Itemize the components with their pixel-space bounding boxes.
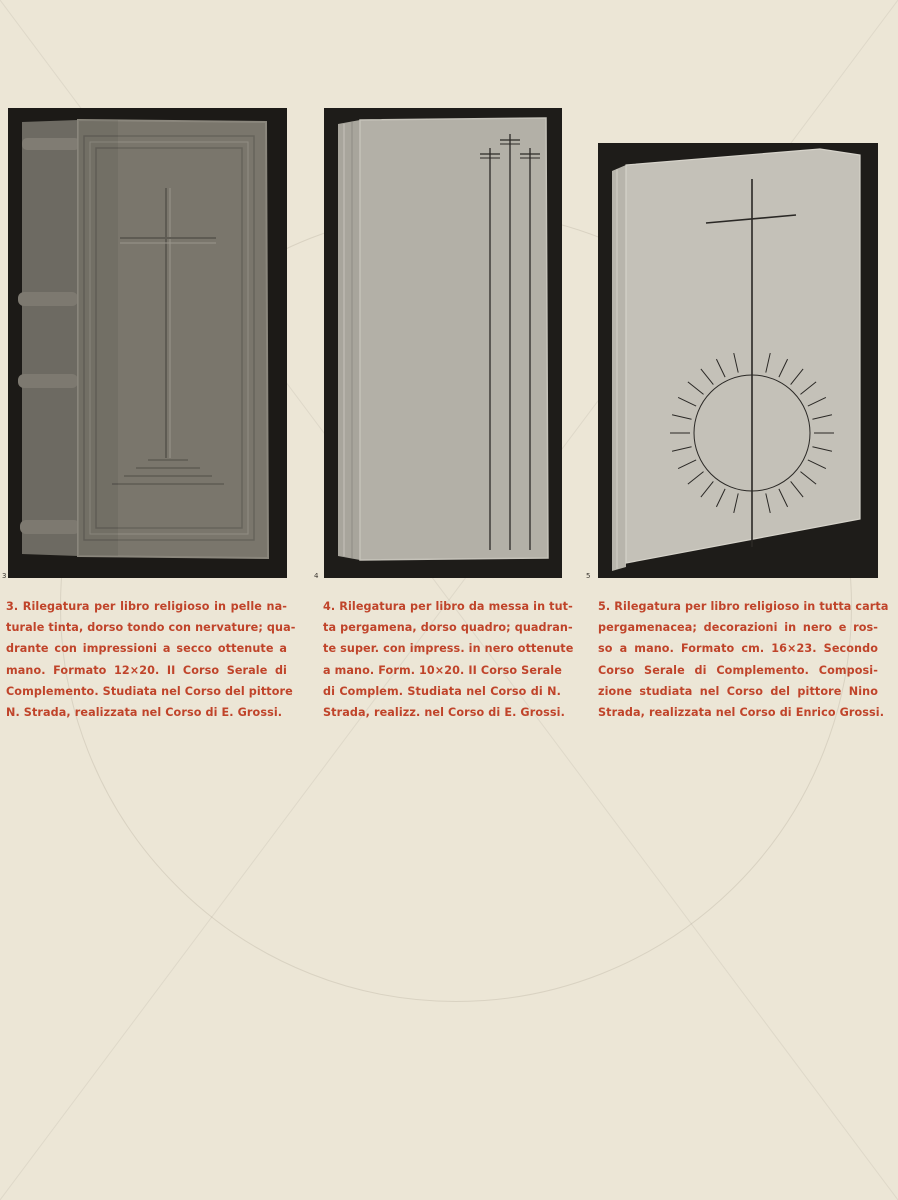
caption-figure-5 — [598, 596, 889, 723]
caption-line: Strada, realizzata nel Corso di Enrico Grossi. — [598, 706, 885, 720]
caption-line: te super. con impress. in nero ottenute — [323, 642, 574, 656]
caption-line: Strada, realizz. nel Corso di E. Grossi. — [323, 706, 565, 720]
caption-line: 5. Rilegatura per libro religioso in tutta carta — [598, 600, 889, 613]
caption-line: drante con impressioni a secco ottenute a — [6, 642, 287, 656]
photo-binding-4 — [324, 108, 562, 578]
caption-line: di Complem. Studiata nel Corso di N. — [323, 684, 561, 698]
figure-number-4: 4 — [314, 572, 319, 580]
caption-line: N. Strada, realizzata nel Corso di E. Grossi. — [6, 706, 283, 720]
book-5-illustration — [598, 143, 878, 578]
photo-binding-3 — [8, 108, 287, 578]
book-3-illustration — [8, 108, 287, 578]
caption-line: Complemento. Studiata nel Corso del pittore — [6, 684, 293, 698]
caption-line: Corso Serale di Complemento. Composi- — [598, 663, 878, 677]
caption-line: so a mano. Formato cm. 16×23. Secondo — [598, 642, 878, 656]
caption-line: zione studiata nel Corso del pittore Nino — [598, 684, 878, 698]
caption-line: mano. Formato 12×20. II Corso Serale di — [6, 663, 287, 677]
caption-figure-3 — [6, 596, 296, 723]
photo-binding-5 — [598, 143, 878, 578]
caption-line: ta pergamena, dorso quadro; quadran- — [323, 621, 573, 635]
book-4-illustration — [324, 108, 562, 578]
caption-figure-4 — [323, 596, 574, 723]
caption-line: a mano. Form. 10×20. II Corso Serale — [323, 663, 562, 677]
figure-number-5: 5 — [586, 572, 591, 580]
caption-line: turale tinta, dorso tondo con nervature; qua- — [6, 621, 296, 635]
caption-line: 3. Rilegatura per libro religioso in pelle na- — [6, 600, 287, 613]
caption-line: 4. Rilegatura per libro da messa in tut- — [323, 600, 573, 613]
figure-number-3: 3 — [2, 572, 7, 580]
caption-line: pergamenacea; decorazioni in nero e ros- — [598, 621, 878, 635]
